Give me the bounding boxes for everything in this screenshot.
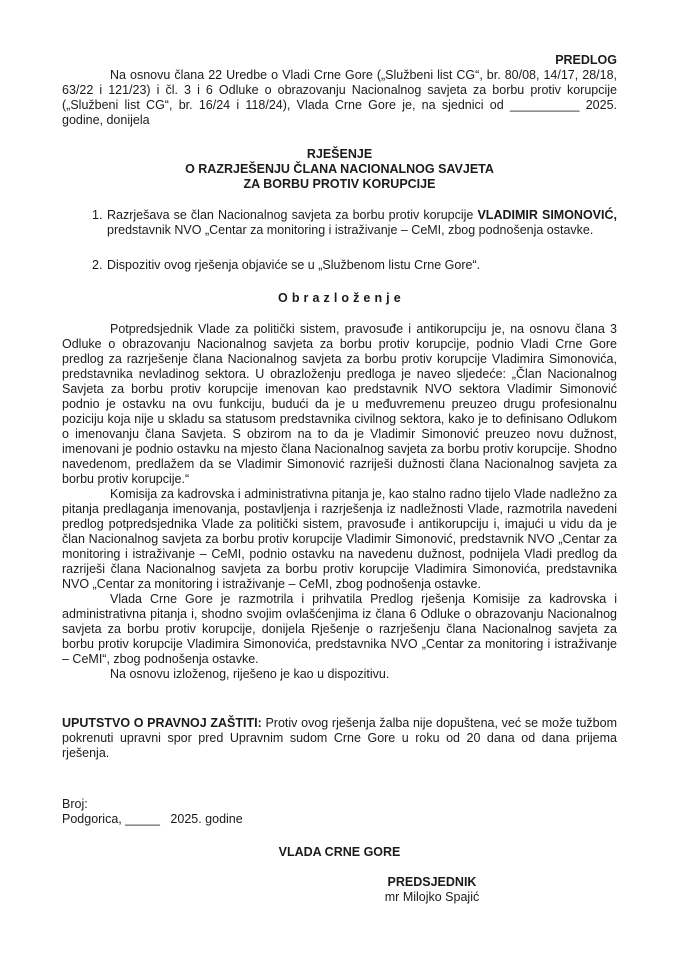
explanation-paragraph-1: Potpredsjednik Vlade za politički sistem, pravosuđe i antikorupciju je, na osnovu člana 3 Odluke o obrazovanju Nacionalnog savjeta za borbu protiv korupcije, podnio Vladi Crne Gore predlog za razrješenje člana Nacionalnog savjeta za borbu protiv korupcije Vladimira Simonovića, predstavnika nevladinog sektora. U obrazloženju predloga je naveo sljedeće: „Član Nacionalnog Savjeta za borbu protiv korupcije imenovan kao predstavnik NVO sektora Vladimir Simonović podnio je ostavku na ovu funkciju, budući da je u međuvremenu preuzeo drugu profesionalnu poziciju koja nije u skladu sa statusom predstavnika civilnog sektora, kako je to definisano Odlukom o imenovanju člana Savjeta. S obzirom na to da je Vladimir Simonović preuzeo novu dužnost, imenovani je podnio ostavku na mjesto člana Nacionalnog savjeta za borbu protiv korupcije. Shodno navedenom, predlažem da se Vladimir Simonović razriješi dužnosti člana Nacionalnog savjeta za borbu protiv korupcije.“	[62, 322, 617, 486]
decision-item-1	[62, 208, 617, 238]
legal-notice-text: Protiv ovog rješenja žalba nije dopuštena, već se može tužbom pokrenuti upravni spor pred Upravnim sudom Crne Gore u roku od 20 dana od dana prijema rješenja.	[62, 716, 617, 760]
draft-label: PREDLOG	[555, 53, 617, 67]
decision-title-line1: RJEŠENJE	[306, 147, 373, 161]
government-name: VLADA CRNE GORE	[278, 845, 401, 859]
decision-title	[62, 147, 617, 192]
legal-notice-label: UPUTSTVO O PRAVNOJ ZAŠTITI:	[62, 716, 262, 730]
item-1-number: 1.	[92, 208, 103, 222]
decision-item-2	[62, 258, 617, 273]
item-2-text: Dispozitiv ovog rješenja objaviće se u „Službenom listu Crne Gore“.	[107, 258, 481, 272]
footer-place-date: Podgorica, _____ 2025. godine	[62, 812, 243, 826]
explanation-heading: O b r a z l o ž e n j e	[278, 291, 401, 305]
intro-paragraph: Na osnovu člana 22 Uredbe o Vladi Crne Gore („Službeni list CG“, br. 80/08, 14/17, 28/18, 63/22 i 121/23) i čl. 3 i 6 Odluke o obrazovanju Nacionalnog savjeta za borbu protiv korupcije („Službeni list CG“, br. 16/24 i 118/24), Vlada Crne Gore je, na sjednici od __________ 2025. godine, donijela	[62, 68, 617, 127]
item-1-text-pre: Razrješava se član Nacionalnog savjeta za borbu protiv korupcije	[107, 208, 478, 222]
decision-title-line2: O RAZRJEŠENJU ČLANA NACIONALNOG SAVJETA	[185, 162, 494, 176]
member-name: VLADIMIR SIMONOVIĆ,	[477, 208, 617, 222]
explanation-paragraph-3: Vlada Crne Gore je razmotrila i prihvatila Predlog rješenja Komisije za kadrovska i administrativna pitanja i, shodno svojim ovlašćenjima iz člana 6 Odluke o obrazovanju Nacionalnog savjeta za borbu protiv korupcije, donijela Rješenje o razrješenju člana Nacionalnog savjeta za borbu protiv korupcije Vladimira Simonovića, predstavnika NVO „Centar za monitoring i istraživanje – CeMI“, zbog podnošenja ostavke.	[62, 592, 617, 666]
legal-notice	[62, 716, 617, 761]
signature-block	[332, 875, 532, 905]
item-2-number: 2.	[92, 258, 103, 272]
item-1-text	[107, 208, 617, 238]
decision-title-line3: ZA BORBU PROTIV KORUPCIJE	[243, 177, 436, 191]
item-1-text-post: predstavnik NVO „Centar za monitoring i istraživanje – CeMI, zbog podnošenja ostavke.	[107, 223, 594, 237]
footer-number-label: Broj:	[62, 797, 88, 811]
signer-name: mr Milojko Spajić	[384, 890, 480, 904]
signer-title: PREDSJEDNIK	[387, 875, 477, 889]
explanation-paragraph-2: Komisija za kadrovska i administrativna pitanja je, kao stalno radno tijelo Vlade nadležno za pitanja predlaganja imenovanja, postavljenja i razrješenja iz nadležnosti Vlade, razmotrila navedeni predlog potpredsjednika Vlade za politički sistem, pravosuđe i antikorupciju i, imajući u vidu da je član Nacionalnog savjeta za borbu protiv korupcije Vladimir Simonović, predstavnik NVO „Centar za monitoring i istraživanje – CeMI, podnio ostavku na navedenu dužnost, podnijela Vladi predlog da razriješi člana Nacionalnog savjeta za borbu protiv korupcije Vladimira Simonovića, predstavnika NVO „Centar za monitoring i istraživanje – CeMI, zbog podnošenja ostavke.	[62, 487, 617, 591]
explanation-paragraph-4: Na osnovu izloženog, riješeno je kao u dispozitivu.	[110, 667, 390, 681]
